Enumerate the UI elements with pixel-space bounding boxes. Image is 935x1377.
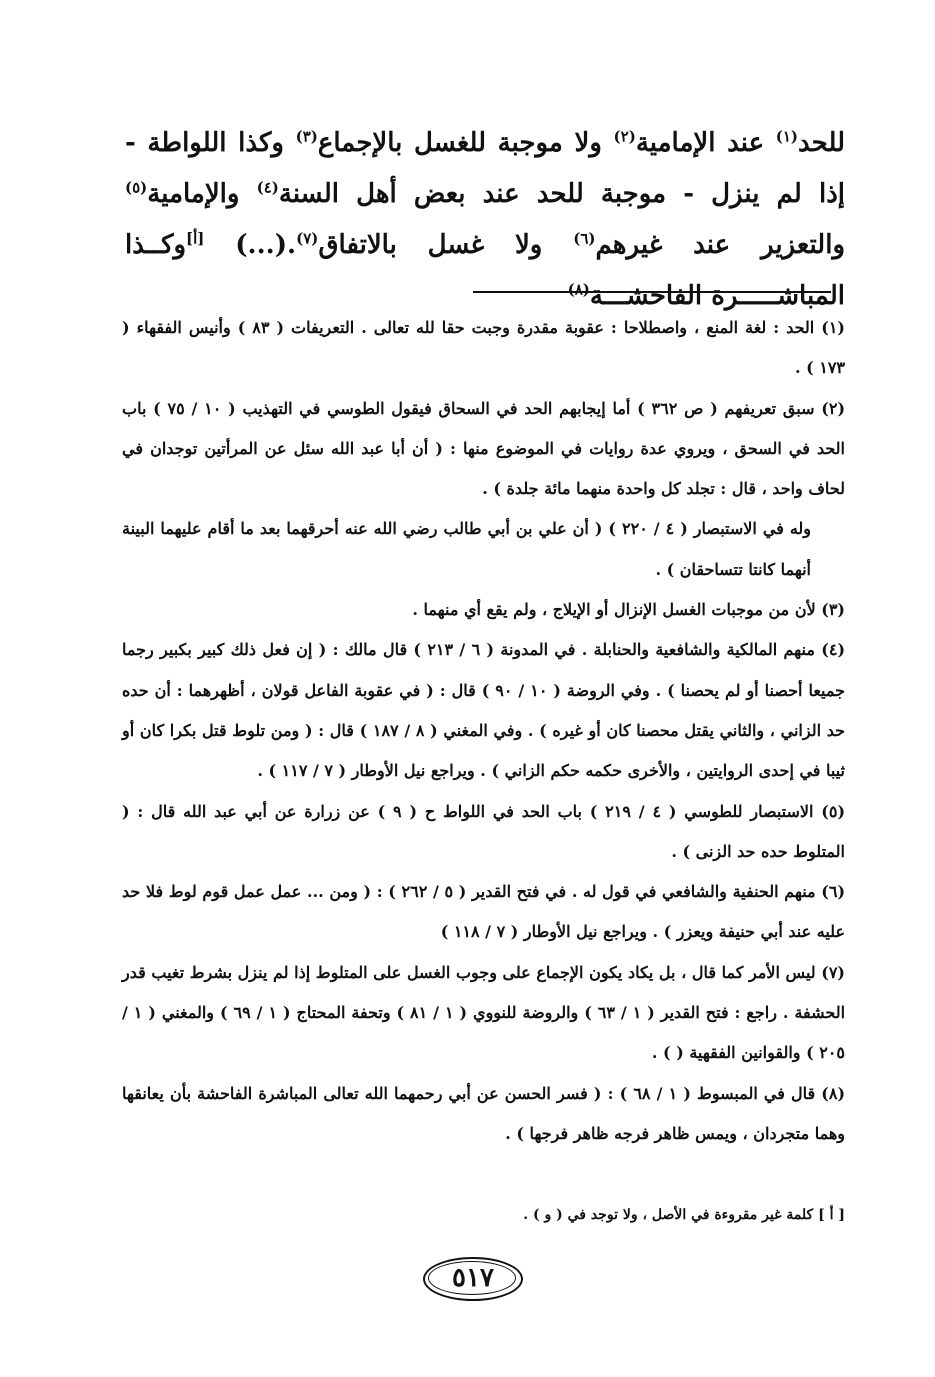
footnote-ref: (٧): [296, 229, 319, 248]
footnote-7: (٧) ليس الأمر كما قال ، بل يكاد يكون الإجماع على وجوب الغسل على المتلوط إذا لم ينزل بشرط تغيب قدر الحشفة . راجع : فتح القدير ( ١ / ٦٣ ) والروضة للنووي ( ١ / ٨١ ) وتحفة المحتاج ( ١ / ٦٩ ) والمغني ( ١ / ٢٠٥ ) والقوانين الفقهية ( ) .: [122, 962, 846, 1063]
footnote-ref: (٣): [295, 127, 318, 146]
footnote-ref: (٨): [567, 280, 590, 299]
main-text-segment: والتعزير عند غيرهم: [595, 230, 845, 260]
footnote-ref: (٤): [256, 178, 279, 197]
editor-note-marker: [ أ ]: [818, 1207, 845, 1223]
editor-note-text: كلمة غير مقروءة في الأصل ، ولا توجد في ( و ) .: [523, 1207, 814, 1223]
footnote-ref: (٦): [573, 229, 596, 248]
footnote-2: (٢) سبق تعريفهم ( ص ٣٦٢ ) أما إيجابهم الحد في السحاق فيقول الطوسي في التهذيب ( ١٠ / ٧٥ ) باب الحد في السحق ، ويروي عدة روايات في الموضوع منها : ( أن أبا عبد الله سئل عن المرأتين توجدان في لحاف واحد ، قال : تجلد كل واحدة منهما مائة جلدة ) .: [122, 398, 846, 499]
main-text-segment: عند الإمامية: [635, 128, 765, 158]
footnote-5: (٥) الاستبصار للطوسي ( ٤ / ٢١٩ ) باب الحد في اللواط ح ( ٩ ) عن زرارة عن أبي عبد الله قال : ( المتلوط حده حد الزنى ) .: [122, 801, 846, 861]
footnote-2-continuation: وله في الاستبصار ( ٤ / ٢٢٠ ) ( أن علي بن أبي طالب رضي الله عنه أحرقهما بعد ما أقام عليهما البينة أنهما كانتا تتساحقان ) .: [122, 519, 812, 579]
footnote-8: (٨) قال في المبسوط ( ١ / ٦٨ ) : ( فسر الحسن عن أبي رحمهما الله تعالى المباشرة الفاحشة بأن يعانقها وهما متجردان ، ويمس ظاهر فرجه ظاهر فرجها ) .: [122, 1083, 846, 1143]
footnote-ref: (٥): [125, 178, 148, 197]
main-text-segment: وكــذا المباشـــــرة الفاحشـــة: [125, 230, 845, 311]
footnote-1: (١) الحد : لغة المنع ، واصطلاحا : عقوبة مقدرة وجبت حقا لله تعالى . التعريفات ( ٨٣ ) وأنيس الفقهاء ( ١٧٣ ) .: [122, 318, 845, 378]
footnote-6: (٦) منهم الحنفية والشافعي في قول له . في فتح القدير ( ٥ / ٢٦٢ ) : ( ومن ... عمل عمل قوم لوط فلا حد عليه عند أبي حنيفة ويعزر ) . ويراجع نيل الأوطار ( ٧ / ١١٨ ): [122, 882, 846, 942]
main-text-segment: والإمامية: [147, 179, 240, 209]
footnote-separator: [473, 291, 831, 293]
footnote-4: (٤) منهم المالكية والشافعية والحنابلة . في المدونة ( ٦ / ٢١٣ ) قال مالك : ( إن فعل ذلك كبير بكبير رجما جميعا أحصنا أو لم يحصنا ) . وفي الروضة ( ١٠ / ٩٠ ) قال : ( في عقوبة الفاعل قولان ، أظهرهما : أن حده حد الزاني ، والثاني يقتل محصنا كان أو غيره ) . وفي المغني ( ٨ / ١٨٧ ) قال : ( ومن تلوط قتل بكرا كان أو ثيبا في إحدى الروايتين ، والأخرى حكمه حكم الزاني ) . ويراجع نيل الأوطار ( ٧ / ١١٧ ) .: [122, 640, 846, 781]
main-text-segment: وكذا اللواطة - إذا لم ينزل - موجبة للحد عند بعض أهل السنة: [125, 128, 845, 209]
footnotes-list: [122, 308, 845, 1154]
footnote-ref: (١): [775, 127, 799, 146]
editor-note: [240, 1203, 845, 1227]
main-text-segment: ولا موجبة للغسل بالإجماع: [317, 128, 602, 158]
footnote-3: (٣) لأن من موجبات الغسل الإنزال أو الإيلاج ، ولم يقع أي منهما .: [412, 600, 845, 620]
editor-ref: [أ]: [186, 229, 205, 248]
page-number-value: ٥١٧: [452, 1263, 494, 1293]
page-number: [423, 1257, 523, 1301]
main-text-segment: .(...): [204, 230, 297, 260]
footnote-ref: (٢): [613, 127, 636, 146]
main-text-segment: ولا غسل بالاتفاق: [318, 230, 543, 260]
main-text-segment: للحد: [798, 128, 845, 158]
